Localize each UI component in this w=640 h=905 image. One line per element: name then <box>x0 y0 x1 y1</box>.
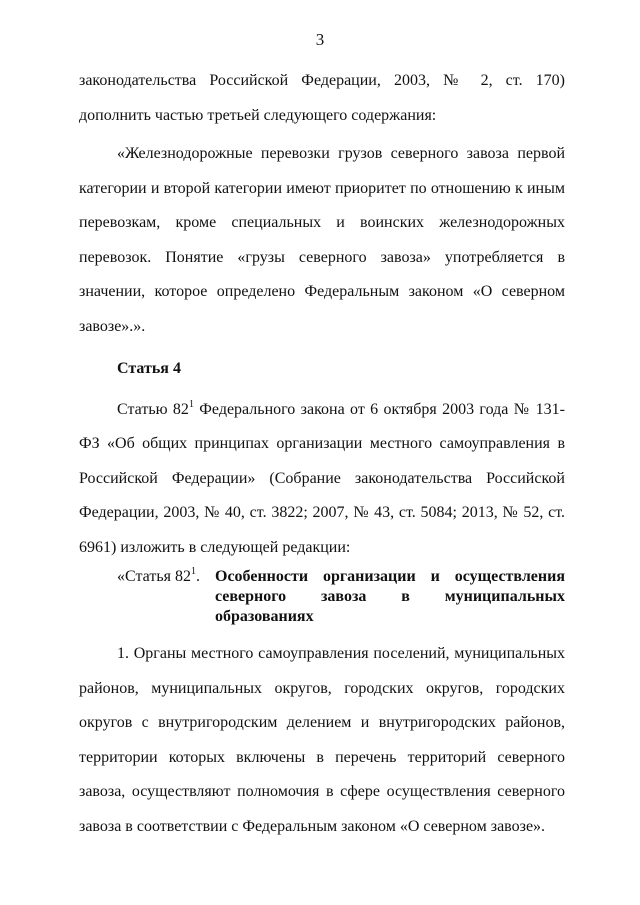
article-label-start: «Статья 82 <box>117 568 191 585</box>
article-label <box>79 567 215 627</box>
document-body <box>79 64 565 844</box>
amendment-text-start: Статью 82 <box>117 400 189 418</box>
paragraph-quote-rail-freight: «Железнодорожные перевозки грузов северного завоза первой категории и второй категории имеют приоритет по отношению к иным перевозкам, кроме специальных и воинских железнодорожных перевозок. Понятие «грузы северного завоза» употребляется в значении, которое определено Федеральным законом «О северном завозе».». <box>79 145 565 335</box>
article-82-1-header <box>79 567 565 627</box>
amendment-text-rest: Федерального закона от 6 октября 2003 года № 131-ФЗ «Об общих принципах организации местного самоуправления в Российской Федерации» (Собрание законодательства Российской Федерации, 2003, № 40, ст. 3822; 2007, № 43, ст. 5084; 2013, № 52, ст. 6961) изложить в следующей редакции: <box>79 400 566 556</box>
paragraph-continuation: законодательства Российской Федерации, 2003, № 2, ст. 170) дополнить частью третьей следующего содержания: <box>79 72 565 124</box>
article-title: Особенности организации и осуществления северного завоза в муниципальных образованиях <box>215 568 565 625</box>
paragraph-article-82-amendment <box>79 393 565 566</box>
superscript: 1 <box>188 398 194 410</box>
paragraph-local-government-powers: 1. Органы местного самоуправления поселений, муниципальных районов, муниципальных округов, городских округов, городских округов с внутригородским делением и внутригородских районов, территории которых включены в перечень территорий северного завоза, осуществляют полномочия в сфере осуществления северного завоза в соответствии с Федеральным законом «О северном завозе». <box>79 645 565 835</box>
article-heading: Статья 4 <box>117 360 181 377</box>
article-label-end: . <box>195 568 200 585</box>
article-label-superscript: 1 <box>190 566 196 577</box>
page-number: 3 <box>315 30 325 49</box>
